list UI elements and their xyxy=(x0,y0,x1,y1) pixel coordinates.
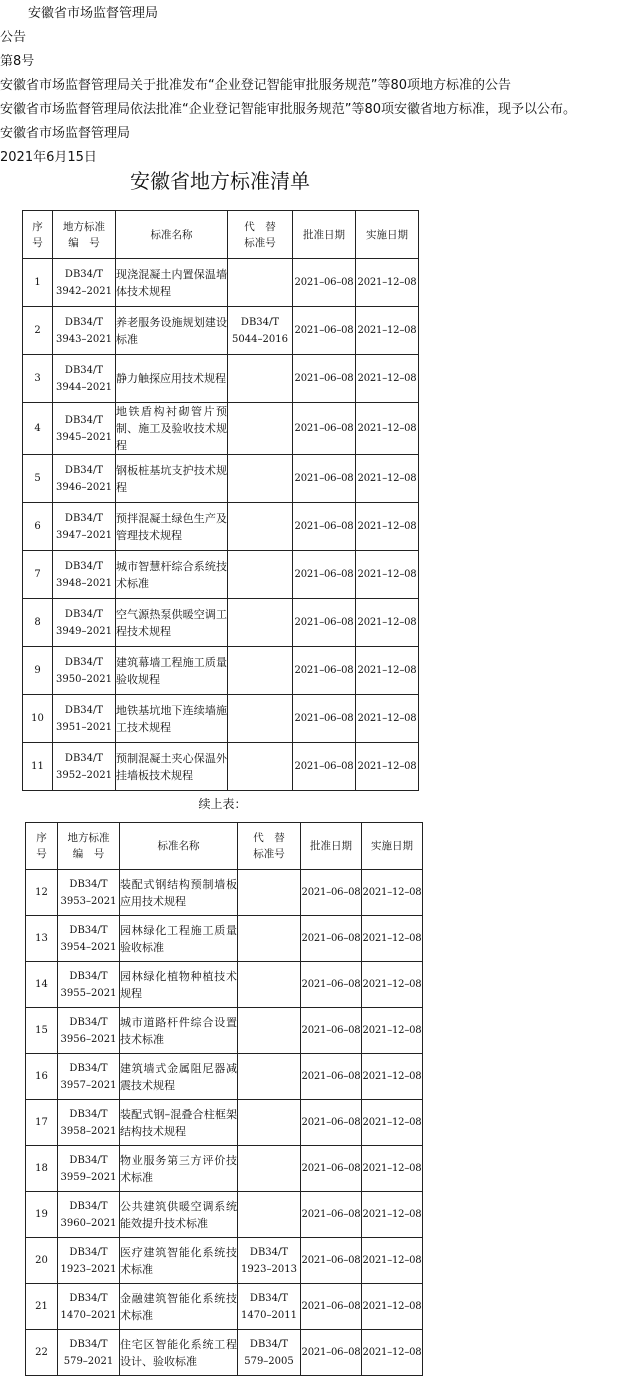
row-standard-name: 装配式钢–混叠合柱框架结构技术规程 xyxy=(120,1100,238,1146)
row-seq: 16 xyxy=(26,1054,58,1100)
row-standard-name: 金融建筑智能化系统技术标准 xyxy=(120,1284,238,1330)
row-standard-name: 公共建筑供暖空调系统能效提升技术标准 xyxy=(120,1192,238,1238)
row-replaces xyxy=(228,455,293,503)
row-standard-name: 物业服务第三方评价技术标准 xyxy=(120,1146,238,1192)
row-standard-name: 医疗建筑智能化系统技术标准 xyxy=(120,1238,238,1284)
table-row xyxy=(26,962,423,1008)
row-standard-code: DB34/T 3957–2021 xyxy=(58,1054,120,1100)
row-replaces xyxy=(228,551,293,599)
row-approval-date: 2021–06–08 xyxy=(301,1284,362,1330)
row-approval-date: 2021–06–08 xyxy=(293,647,356,695)
row-standard-name: 现浇混凝土内置保温墙体技术规程 xyxy=(116,259,228,307)
table-row xyxy=(26,1238,423,1284)
table-row xyxy=(26,916,423,962)
table-row xyxy=(23,647,419,695)
row-standard-name: 预拌混凝土绿色生产及管理技术规程 xyxy=(116,503,228,551)
standards-table-1 xyxy=(22,210,419,791)
row-standard-code: DB34/T 3943–2021 xyxy=(53,307,116,355)
row-standard-code: DB34/T 3954–2021 xyxy=(58,916,120,962)
row-replaces xyxy=(228,695,293,743)
row-replaces xyxy=(238,916,301,962)
row-seq: 12 xyxy=(26,870,58,916)
row-standard-code: DB34/T 3956–2021 xyxy=(58,1008,120,1054)
row-seq: 11 xyxy=(23,743,53,791)
doc-type: 公告 xyxy=(0,30,27,45)
row-standard-code: DB34/T 3951–2021 xyxy=(53,695,116,743)
row-effective-date: 2021–12–08 xyxy=(362,1100,423,1146)
row-replaces xyxy=(228,647,293,695)
row-approval-date: 2021–06–08 xyxy=(293,599,356,647)
col-header-approval: 批准日期 xyxy=(301,823,362,870)
row-standard-code: DB34/T 3942–2021 xyxy=(53,259,116,307)
table-row xyxy=(23,743,419,791)
table-row xyxy=(23,307,419,355)
row-standard-code: DB34/T 1470–2021 xyxy=(58,1284,120,1330)
row-approval-date: 2021–06–08 xyxy=(301,1054,362,1100)
row-seq: 13 xyxy=(26,916,58,962)
row-standard-code: DB34/T 3958–2021 xyxy=(58,1100,120,1146)
row-standard-code: DB34/T 3944–2021 xyxy=(53,355,116,403)
row-replaces xyxy=(228,259,293,307)
table-row xyxy=(23,551,419,599)
row-standard-name: 园林绿化工程施工质量验收标准 xyxy=(120,916,238,962)
row-effective-date: 2021–12–08 xyxy=(356,599,419,647)
table-row xyxy=(26,1054,423,1100)
row-effective-date: 2021–12–08 xyxy=(356,355,419,403)
row-effective-date: 2021–12–08 xyxy=(356,403,419,455)
row-seq: 7 xyxy=(23,551,53,599)
table-row xyxy=(26,1100,423,1146)
row-standard-name: 装配式钢结构预制墙板应用技术规程 xyxy=(120,870,238,916)
table-row xyxy=(26,1192,423,1238)
row-replaces: DB34/T 1470–2011 xyxy=(238,1284,301,1330)
row-standard-code: DB34/T 1923–2021 xyxy=(58,1238,120,1284)
row-replaces xyxy=(238,1054,301,1100)
row-seq: 2 xyxy=(23,307,53,355)
col-header-name: 标准名称 xyxy=(120,823,238,870)
row-effective-date: 2021–12–08 xyxy=(362,1284,423,1330)
table-row xyxy=(26,1008,423,1054)
row-seq: 6 xyxy=(23,503,53,551)
row-replaces xyxy=(238,1008,301,1054)
row-effective-date: 2021–12–08 xyxy=(356,743,419,791)
row-replaces xyxy=(228,503,293,551)
row-replaces xyxy=(228,355,293,403)
row-standard-code: DB34/T 3948–2021 xyxy=(53,551,116,599)
row-seq: 19 xyxy=(26,1192,58,1238)
col-header-replaces: 代 替 标准号 xyxy=(228,211,293,259)
row-effective-date: 2021–12–08 xyxy=(356,503,419,551)
row-standard-name: 城市道路杆件综合设置技术标准 xyxy=(120,1008,238,1054)
row-standard-code: DB34/T 3947–2021 xyxy=(53,503,116,551)
row-approval-date: 2021–06–08 xyxy=(301,962,362,1008)
row-standard-code: DB34/T 3955–2021 xyxy=(58,962,120,1008)
row-seq: 9 xyxy=(23,647,53,695)
col-header-name: 标准名称 xyxy=(116,211,228,259)
row-approval-date: 2021–06–08 xyxy=(301,1008,362,1054)
row-effective-date: 2021–12–08 xyxy=(362,1238,423,1284)
signer: 安徽省市场监督管理局 xyxy=(0,126,131,141)
row-effective-date: 2021–12–08 xyxy=(356,307,419,355)
row-seq: 1 xyxy=(23,259,53,307)
row-approval-date: 2021–06–08 xyxy=(301,916,362,962)
row-effective-date: 2021–12–08 xyxy=(362,1008,423,1054)
row-approval-date: 2021–06–08 xyxy=(301,1146,362,1192)
row-seq: 14 xyxy=(26,962,58,1008)
row-approval-date: 2021–06–08 xyxy=(293,503,356,551)
row-replaces xyxy=(238,962,301,1008)
row-replaces xyxy=(238,870,301,916)
row-approval-date: 2021–06–08 xyxy=(293,695,356,743)
row-seq: 8 xyxy=(23,599,53,647)
table-row xyxy=(23,403,419,455)
row-standard-name: 住宅区智能化系统工程设计、验收标准 xyxy=(120,1330,238,1376)
table-row xyxy=(26,1146,423,1192)
row-effective-date: 2021–12–08 xyxy=(362,870,423,916)
table-row xyxy=(23,455,419,503)
row-seq: 3 xyxy=(23,355,53,403)
table-row xyxy=(23,695,419,743)
announcement-body: 安徽省市场监督管理局依法批准“企业登记智能审批服务规范”等80项安徽省地方标准，现予以公布。 xyxy=(0,102,577,117)
table-row xyxy=(23,599,419,647)
list-title: 安徽省地方标准清单 xyxy=(130,169,310,193)
row-approval-date: 2021–06–08 xyxy=(293,551,356,599)
row-approval-date: 2021–06–08 xyxy=(293,743,356,791)
row-approval-date: 2021–06–08 xyxy=(301,1330,362,1376)
col-header-code: 地方标准 编 号 xyxy=(53,211,116,259)
row-standard-name: 养老服务设施规划建设标准 xyxy=(116,307,228,355)
col-header-effective: 实施日期 xyxy=(356,211,419,259)
row-standard-name: 预制混凝土夹心保温外挂墙板技术规程 xyxy=(116,743,228,791)
row-seq: 18 xyxy=(26,1146,58,1192)
table-row xyxy=(23,355,419,403)
table-row xyxy=(26,1284,423,1330)
row-standard-code: DB34/T 3960–2021 xyxy=(58,1192,120,1238)
row-replaces xyxy=(238,1100,301,1146)
col-header-seq: 序 号 xyxy=(26,823,58,870)
row-seq: 17 xyxy=(26,1100,58,1146)
row-replaces: DB34/T 579–2005 xyxy=(238,1330,301,1376)
table-row xyxy=(23,503,419,551)
row-replaces: DB34/T 1923–2013 xyxy=(238,1238,301,1284)
row-standard-code: DB34/T 3959–2021 xyxy=(58,1146,120,1192)
row-approval-date: 2021–06–08 xyxy=(293,259,356,307)
row-seq: 15 xyxy=(26,1008,58,1054)
row-approval-date: 2021–06–08 xyxy=(301,1192,362,1238)
row-standard-name: 园林绿化植物种植技术规程 xyxy=(120,962,238,1008)
row-seq: 5 xyxy=(23,455,53,503)
row-standard-code: DB34/T 3953–2021 xyxy=(58,870,120,916)
row-effective-date: 2021–12–08 xyxy=(356,455,419,503)
table-row xyxy=(26,1330,423,1376)
row-standard-code: DB34/T 579–2021 xyxy=(58,1330,120,1376)
row-standard-name: 地铁盾构衬砌管片预制、施工及验收技术规程 xyxy=(116,403,228,455)
row-standard-code: DB34/T 3949–2021 xyxy=(53,599,116,647)
row-seq: 22 xyxy=(26,1330,58,1376)
row-standard-name: 建筑幕墙工程施工质量验收规程 xyxy=(116,647,228,695)
row-approval-date: 2021–06–08 xyxy=(293,455,356,503)
row-effective-date: 2021–12–08 xyxy=(356,647,419,695)
issue-date: 2021年6月15日 xyxy=(0,150,97,165)
row-effective-date: 2021–12–08 xyxy=(356,695,419,743)
row-standard-code: DB34/T 3952–2021 xyxy=(53,743,116,791)
row-standard-code: DB34/T 3946–2021 xyxy=(53,455,116,503)
row-standard-name: 城市智慧杆综合系统技术标准 xyxy=(116,551,228,599)
row-seq: 4 xyxy=(23,403,53,455)
col-header-replaces: 代 替 标准号 xyxy=(238,823,301,870)
col-header-code: 地方标准 编 号 xyxy=(58,823,120,870)
row-seq: 21 xyxy=(26,1284,58,1330)
row-approval-date: 2021–06–08 xyxy=(301,1238,362,1284)
row-effective-date: 2021–12–08 xyxy=(362,1054,423,1100)
row-replaces xyxy=(228,743,293,791)
agency-name: 安徽省市场监督管理局 xyxy=(28,6,159,21)
row-standard-name: 地铁基坑地下连续墙施工技术规程 xyxy=(116,695,228,743)
col-header-approval: 批准日期 xyxy=(293,211,356,259)
row-approval-date: 2021–06–08 xyxy=(293,307,356,355)
row-effective-date: 2021–12–08 xyxy=(362,962,423,1008)
row-standard-name: 静力触探应用技术规程 xyxy=(116,355,228,403)
row-effective-date: 2021–12–08 xyxy=(356,551,419,599)
table-header-row xyxy=(26,823,423,870)
row-replaces: DB34/T 5044–2016 xyxy=(228,307,293,355)
row-approval-date: 2021–06–08 xyxy=(293,355,356,403)
row-effective-date: 2021–12–08 xyxy=(356,259,419,307)
table-row xyxy=(26,870,423,916)
row-replaces xyxy=(228,599,293,647)
row-effective-date: 2021–12–08 xyxy=(362,1192,423,1238)
row-replaces xyxy=(238,1146,301,1192)
row-approval-date: 2021–06–08 xyxy=(301,1100,362,1146)
row-standard-code: DB34/T 3945–2021 xyxy=(53,403,116,455)
row-standard-code: DB34/T 3950–2021 xyxy=(53,647,116,695)
row-approval-date: 2021–06–08 xyxy=(301,870,362,916)
standards-table-2 xyxy=(25,822,423,1376)
row-seq: 10 xyxy=(23,695,53,743)
row-standard-name: 钢板桩基坑支护技术规程 xyxy=(116,455,228,503)
row-standard-name: 空气源热泵供暖空调工程技术规程 xyxy=(116,599,228,647)
col-header-seq: 序 号 xyxy=(23,211,53,259)
row-standard-name: 建筑墙式金属阻尼器减震技术规程 xyxy=(120,1054,238,1100)
table-row xyxy=(23,259,419,307)
row-seq: 20 xyxy=(26,1238,58,1284)
row-replaces xyxy=(238,1192,301,1238)
row-replaces xyxy=(228,403,293,455)
doc-number: 第8号 xyxy=(0,54,35,69)
table-header-row xyxy=(23,211,419,259)
row-approval-date: 2021–06–08 xyxy=(293,403,356,455)
row-effective-date: 2021–12–08 xyxy=(362,1146,423,1192)
row-effective-date: 2021–12–08 xyxy=(362,916,423,962)
announcement-headline: 安徽省市场监督管理局关于批准发布“企业登记智能审批服务规范”等80项地方标准的公告 xyxy=(0,78,512,93)
col-header-effective: 实施日期 xyxy=(362,823,423,870)
continued-label: 续上表： xyxy=(198,797,247,811)
row-effective-date: 2021–12–08 xyxy=(362,1330,423,1376)
